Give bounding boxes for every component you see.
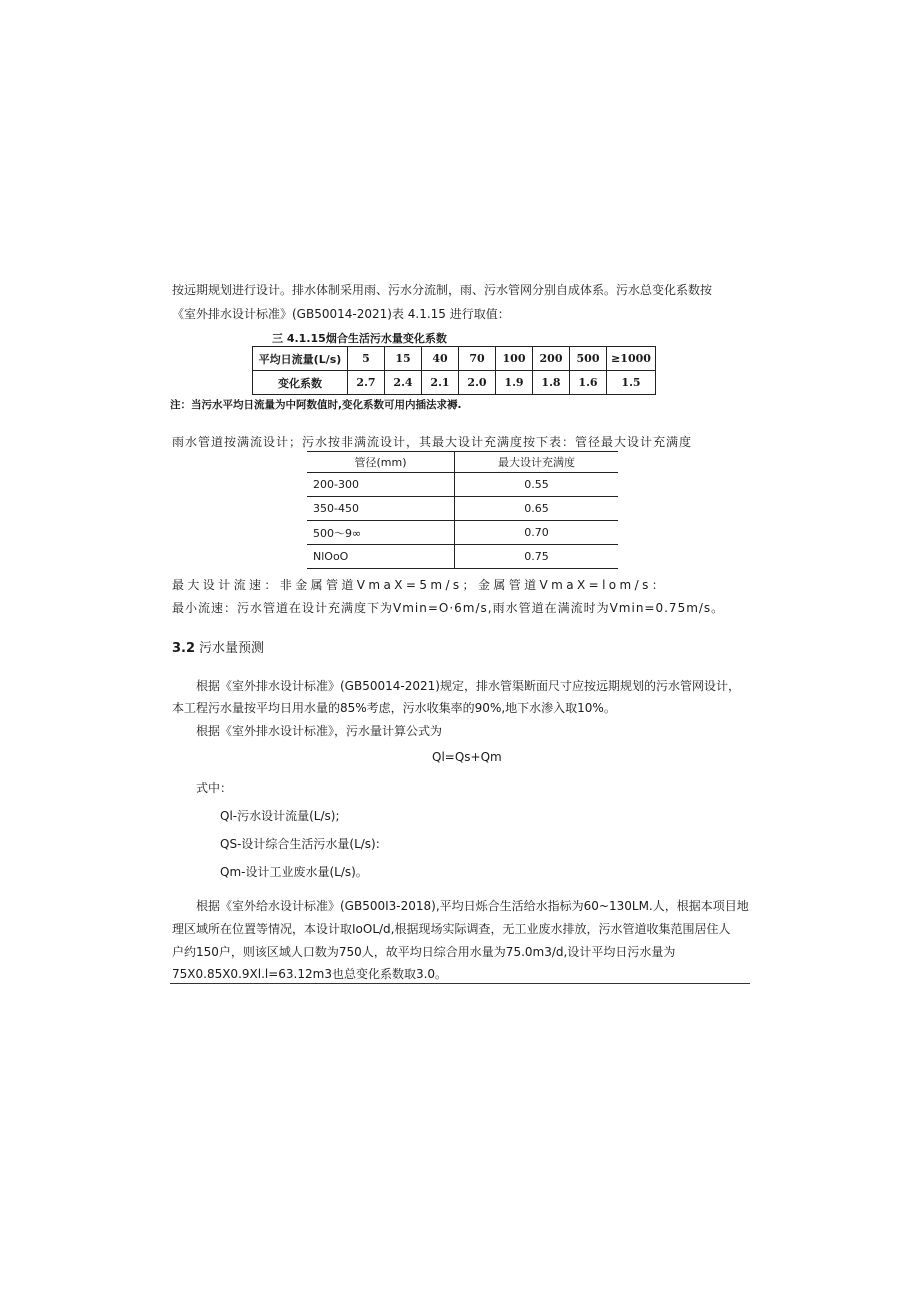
table-cell: 2.7 <box>348 371 385 395</box>
table-cell: 2.0 <box>459 371 496 395</box>
body-p3-line-4: 75X0.85X0.9Xl.l=63.12m3也总变化系数取3.0。 <box>172 967 448 981</box>
definition-qm: Qm-设计工业废水量(L/s)。 <box>220 865 368 879</box>
rainwater-paragraph: 雨水管道按满流设计；污水按非满流设计，其最大设计充满度按下表：管径最大设计充满度 <box>172 435 693 449</box>
body-p1-line-2: 本工程污水量按平均日用水量的85%考虑，污水收集率的90%,地下水渗入取10%。 <box>172 701 616 715</box>
table-cell: 1.8 <box>533 371 570 395</box>
fullness-table <box>307 451 618 569</box>
table-cell: 350-450 <box>307 497 455 521</box>
table-row <box>307 545 618 569</box>
table-row <box>307 521 618 545</box>
table-cell: 2.1 <box>422 371 459 395</box>
table-cell: 1.5 <box>607 371 656 395</box>
table-cell: 500～9∞ <box>307 521 455 545</box>
table1-caption-number: 4.1.15 <box>286 332 326 345</box>
table-cell: 5 <box>348 347 385 371</box>
table-cell: 15 <box>385 347 422 371</box>
table-cell: 500 <box>570 347 607 371</box>
table-cell: 2.4 <box>385 371 422 395</box>
body-p3-line-2: 理区域所在位置等情况，本设计取IoOL/d,根据现场实际调查，无工业废水排放，污水管道收集范围居住人 <box>172 922 731 936</box>
body-p3-line-3: 户约150户，则该区域人口数为750人，故平均日综合用水量为75.0m3/d,设计平均日污水量为 <box>172 945 676 959</box>
body-p2: 根据《室外排水设计标准》，污水量计算公式为 <box>196 724 443 738</box>
formula: Ql=Qs+Qm <box>432 750 502 764</box>
bottom-divider <box>170 983 750 984</box>
table-cell: 1.9 <box>496 371 533 395</box>
table-cell: NlOoO <box>307 545 455 569</box>
table-cell: 200 <box>533 347 570 371</box>
column-header-diameter: 管径(mm) <box>307 452 455 473</box>
max-velocity-line: 最大设计流速：非金属管道VmaX=5m/s；金属管道VmaX=lom/s： <box>172 578 668 592</box>
table1-caption-prefix: 三 <box>272 332 283 345</box>
section-title: 污水量预测 <box>199 641 265 656</box>
definition-ql: Ql-污水设计流量(L/s); <box>220 809 340 823</box>
table-cell: 0.75 <box>455 545 619 569</box>
table-cell: 0.55 <box>455 473 619 497</box>
table-row <box>307 473 618 497</box>
body-p1-line-1: 根据《室外排水设计标准》(GB50014-2021)规定，排水管渠断面尺寸应按远期规划的污水管网设计， <box>196 679 740 693</box>
body-p3-line-1: 根据《室外给水设计标准》(GB500I3-2018),平均日烁合生活给水指标为60~130LM.人，根据本项目地 <box>196 899 749 913</box>
column-header-fullness: 最大设计充满度 <box>455 452 619 473</box>
where-label: 式中： <box>196 781 233 795</box>
section-number: 3.2 <box>172 641 196 656</box>
table1-caption <box>272 331 447 347</box>
table-header-row <box>307 452 618 473</box>
row-label-flow: 平均日流量(L/s) <box>253 347 348 371</box>
intro-line-2: 《室外排水设计标准》(GB50014-2021)表 4.1.15 进行取值： <box>172 307 510 321</box>
section-heading <box>172 641 264 657</box>
table1-note: 注：当污水平均日流量为中阿数值时,变化系数可用内插法求褥. <box>170 399 462 411</box>
row-label-coefficient: 变化系数 <box>253 371 348 395</box>
table-cell: 1.6 <box>570 371 607 395</box>
min-velocity-line: 最小流速：污水管道在设计充满度下为Vmin=O·6m/s,雨水管道在满流时为Vmin=0.75m/s。 <box>172 601 725 615</box>
table-cell: 200-300 <box>307 473 455 497</box>
intro-line-1: 按远期规划进行设计。排水体制采用雨、污水分流制，雨、污水管网分别自成体系。污水总变化系数按 <box>172 283 713 297</box>
definition-qs: QS-设计综合生活污水量(L/s): <box>220 837 380 851</box>
table-row <box>253 347 656 371</box>
table-cell: ≥1000 <box>607 347 656 371</box>
table-row <box>307 497 618 521</box>
table-row <box>253 371 656 395</box>
table-cell: 70 <box>459 347 496 371</box>
table-cell: 100 <box>496 347 533 371</box>
table-cell: 0.65 <box>455 497 619 521</box>
variation-coefficient-table <box>252 346 656 395</box>
table-cell: 0.70 <box>455 521 619 545</box>
table1-caption-text: 烟合生活污水量变化系数 <box>325 332 447 345</box>
table-cell: 40 <box>422 347 459 371</box>
